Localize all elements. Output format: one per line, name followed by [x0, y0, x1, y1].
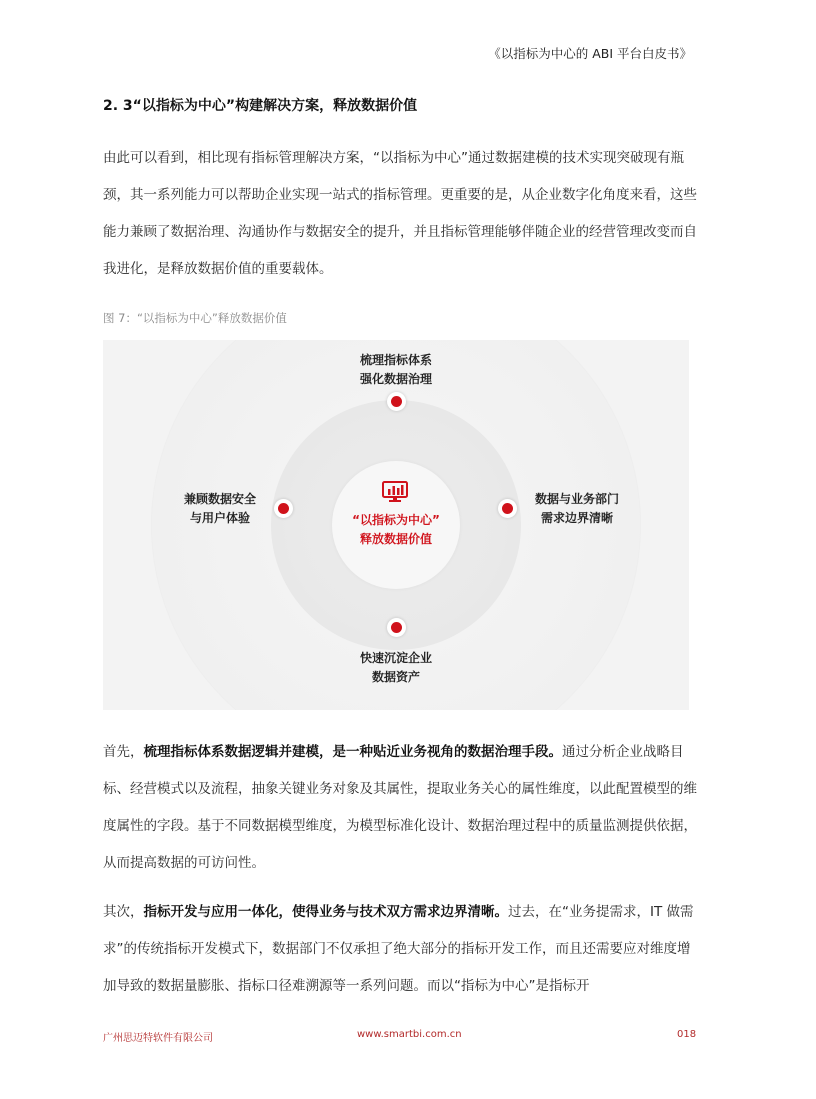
figure-caption: 图 7：“以指标为中心”释放数据价值	[103, 311, 287, 325]
node-label-bottom-line1: 快速沉淀企业	[359, 651, 432, 665]
node-label-top	[336, 351, 456, 389]
center-label	[336, 511, 456, 549]
node-marker-top	[387, 392, 406, 411]
value-diagram	[103, 340, 689, 710]
paragraph-intro: 由此可以看到，相比现有指标管理解决方案，“以指标为中心”通过数据建模的技术实现突破现有瓶颈，其一系列能力可以帮助企业实现一站式的指标管理。更重要的是，从企业数字化角度来看，这些能力兼顾了数据治理、沟通协作与数据安全的提升，并且指标管理能够伴随企业的经营管理改变而自我进化，是释放数据价值的重要载体。	[103, 150, 697, 277]
node-label-left-line2: 与用户体验	[189, 511, 250, 525]
node-label-right	[517, 490, 637, 528]
paragraph-first-body: 通过分析企业战略目标、经营模式以及流程，抽象关键业务对象及其属性，提取业务关心的属性维度，以此配置模型的维度属性的字段。基于不同数据模型维度，为模型标准化设计、数据治理过程中的质量监测提供依据，从而提高数据的可访问性。	[103, 744, 697, 871]
paragraph-second-lead: 其次，	[103, 904, 144, 920]
paragraph-first-lead: 首先，	[103, 744, 144, 760]
document-title: 《以指标为中心的 ABI 平台白皮书》	[488, 46, 692, 61]
node-label-left-line1: 兼顾数据安全	[183, 492, 256, 506]
node-marker-left	[274, 499, 293, 518]
node-label-bottom	[336, 649, 456, 687]
section-heading: 2. 3“以指标为中心”构建解决方案，释放数据价值	[103, 98, 418, 114]
node-label-top-line2: 强化数据治理	[359, 372, 432, 386]
footer-company: 广州思迈特软件有限公司	[103, 1033, 213, 1044]
chart-monitor-icon	[382, 481, 408, 503]
paragraph-second	[103, 894, 703, 1005]
center-label-line1: “以指标为中心”	[352, 513, 440, 527]
paragraph-second-emphasis: 指标开发与应用一体化，使得业务与技术双方需求边界清晰。	[143, 904, 508, 920]
node-label-right-line2: 需求边界清晰	[540, 511, 613, 525]
node-label-right-line1: 数据与业务部门	[534, 492, 619, 506]
node-marker-bottom	[387, 618, 406, 637]
node-label-left	[165, 490, 275, 528]
node-marker-right	[498, 499, 517, 518]
node-label-bottom-line2: 数据资产	[371, 670, 420, 684]
paragraph-first-emphasis: 梳理指标体系数据逻辑并建模，是一种贴近业务视角的数据治理手段。	[143, 744, 562, 760]
paragraph-first	[103, 734, 703, 882]
node-label-top-line1: 梳理指标体系	[359, 353, 432, 367]
page-number: 018	[677, 1029, 697, 1040]
paragraph-second-body: 过去，在“业务提需求，IT 做需求”的传统指标开发模式下，数据部门不仅承担了绝大部分的指标开发工作，而且还需要应对维度增加导致的数据量膨胀、指标口径难溯源等一系列问题。而以“指标为中心”是指标开	[103, 904, 694, 994]
center-label-line2: 释放数据价值	[359, 532, 432, 546]
footer-url[interactable]: www.smartbi.com.cn	[357, 1029, 462, 1040]
